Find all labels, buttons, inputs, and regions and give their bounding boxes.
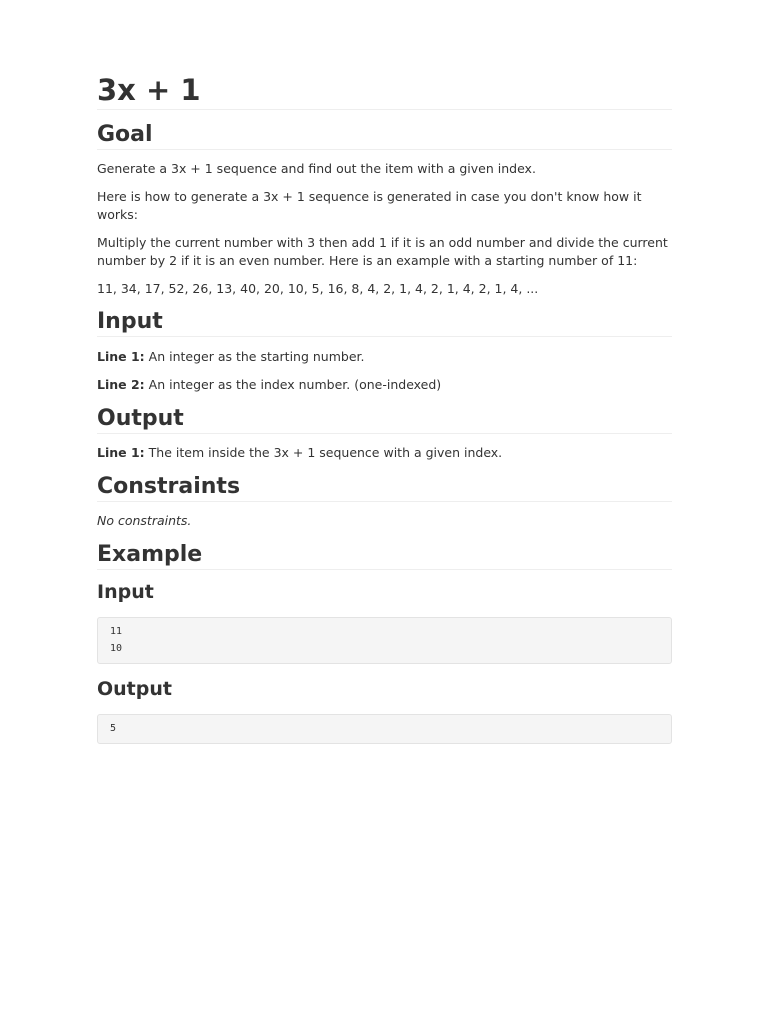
puzzle-statement [97, 0, 672, 744]
input-line-2-label: Line 2: [97, 377, 145, 392]
input-line-2-text: An integer as the index number. (one-indexed) [144, 377, 442, 392]
goal-paragraph-2: Here is how to generate a 3x + 1 sequence is generated in case you don't know how it works: [97, 189, 642, 222]
constraints-heading: Constraints [97, 472, 672, 502]
example-output-block: 5 [97, 714, 672, 744]
goal-paragraph-3: Multiply the current number with 3 then add 1 if it is an odd number and divide the current number by 2 if it is an even number. Here is an example with a starting number of 11: [97, 235, 668, 268]
constraints-text [97, 512, 672, 530]
input-line-1 [97, 348, 672, 366]
example-input-block: 11 10 [97, 617, 672, 664]
example-output-heading: Output [97, 678, 172, 700]
constraints-note: No constraints. [97, 513, 192, 528]
goal-paragraph-1: Generate a 3x + 1 sequence and find out the item with a given index. [97, 161, 536, 176]
example-heading: Example [97, 540, 672, 570]
page-title: 3x + 1 [97, 71, 672, 110]
output-heading: Output [97, 404, 672, 434]
input-line-1-label: Line 1: [97, 349, 145, 364]
input-line-1-text: An integer as the starting number. [144, 349, 365, 364]
input-line-2 [97, 376, 672, 394]
goal-paragraph-4: 11, 34, 17, 52, 26, 13, 40, 20, 10, 5, 16, 8, 4, 2, 1, 4, 2, 1, 4, 2, 1, 4, ... [97, 281, 539, 296]
output-line-1-label: Line 1: [97, 445, 145, 460]
output-line-1 [97, 444, 672, 462]
output-line-1-text: The item inside the 3x + 1 sequence with a given index. [144, 445, 503, 460]
goal-heading: Goal [97, 120, 672, 150]
example-input-heading: Input [97, 581, 154, 603]
input-heading: Input [97, 307, 672, 337]
